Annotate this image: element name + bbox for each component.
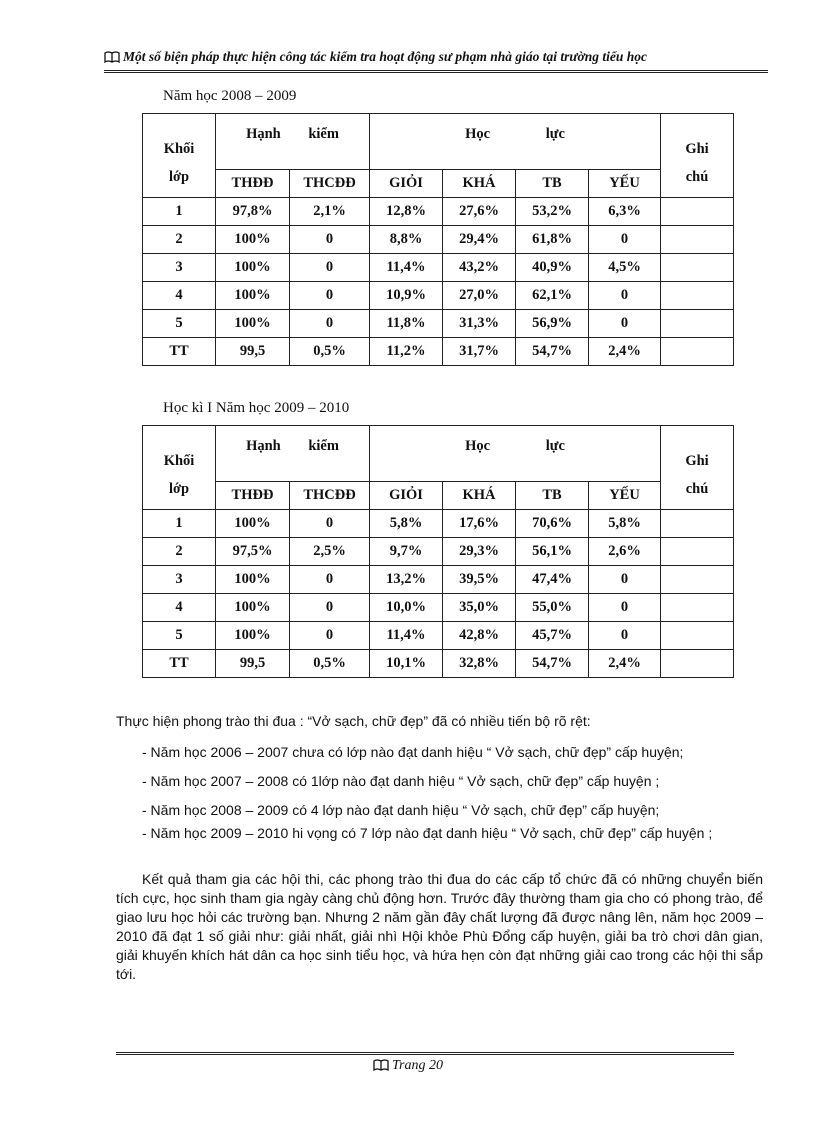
table-cell: 100% [216, 254, 290, 282]
table-cell: 5,8% [370, 510, 443, 538]
table1-header-note-line1: Ghi [685, 140, 709, 157]
table-cell: 62,1% [516, 282, 589, 310]
table-cell: 0 [589, 282, 661, 310]
table-cell: 40,9% [516, 254, 589, 282]
table-cell [661, 566, 734, 594]
table-cell: 2,4% [589, 338, 661, 366]
table-cell: 27,6% [443, 198, 516, 226]
table-cell: 47,4% [516, 566, 589, 594]
table-cell: 27,0% [443, 282, 516, 310]
table1-header-note [661, 114, 734, 198]
table1-header-khoi-line1: Khối [163, 140, 195, 157]
table-row [143, 622, 734, 650]
table-cell [661, 226, 734, 254]
table-cell: 0 [290, 254, 370, 282]
table-cell: 11,4% [370, 622, 443, 650]
table1-header-khoi [143, 114, 216, 198]
header-rule [104, 70, 768, 73]
table-cell: 0 [589, 594, 661, 622]
table-cell: 97,8% [216, 198, 290, 226]
table-cell: 11,2% [370, 338, 443, 366]
table-cell: TT [143, 338, 216, 366]
table-row [143, 594, 734, 622]
table-cell: 70,6% [516, 510, 589, 538]
footer-rule [116, 1052, 734, 1055]
table-cell: 100% [216, 566, 290, 594]
table-cell: 56,9% [516, 310, 589, 338]
table-cell: 0 [290, 622, 370, 650]
table1-subheader: GIỎI [370, 170, 443, 198]
table-cell: 100% [216, 310, 290, 338]
table1-header-note-line2: chú [685, 168, 709, 185]
table-cell: 0 [290, 282, 370, 310]
table-cell: 42,8% [443, 622, 516, 650]
table-cell: 9,7% [370, 538, 443, 566]
list-item: - Năm học 2006 – 2007 chưa có lớp nào đạt danh hiệu “ Vở sạch, chữ đẹp” cấp huyện; [142, 744, 684, 760]
table-cell: 17,6% [443, 510, 516, 538]
table-cell: 100% [216, 594, 290, 622]
table1-subheader: TB [516, 170, 589, 198]
table1-subheader: KHÁ [443, 170, 516, 198]
table-row [143, 310, 734, 338]
table-cell: 56,1% [516, 538, 589, 566]
table2-header-khoi [143, 426, 216, 510]
table-cell: 45,7% [516, 622, 589, 650]
intro-paragraph: Thực hiện phong trào thi đua : “Vở sạch, chữ đẹp” đã có nhiều tiến bộ rõ rệt: [116, 713, 591, 729]
table-cell: 0 [290, 510, 370, 538]
table-cell [661, 254, 734, 282]
table-cell: 8,8% [370, 226, 443, 254]
table-cell: 13,2% [370, 566, 443, 594]
table2-subheader: THCĐĐ [290, 482, 370, 510]
table-cell: 29,4% [443, 226, 516, 254]
table1-body [143, 198, 734, 366]
running-header [104, 49, 768, 67]
table1-subheader: THCĐĐ [290, 170, 370, 198]
table-cell: 1 [143, 510, 216, 538]
table-row [143, 566, 734, 594]
table2-header-academic: Học lực [370, 426, 661, 482]
table-cell [661, 510, 734, 538]
book-icon [373, 1059, 389, 1076]
table2-subheader: YẾU [589, 482, 661, 510]
header-title: Một số biện pháp thực hiện công tác kiểm tra hoạt động sư phạm nhà giáo tại trường tiểu học [123, 49, 647, 64]
table-cell: 97,5% [216, 538, 290, 566]
table-cell: 0 [589, 310, 661, 338]
table2-header-note-line2: chú [685, 480, 709, 497]
list-item: - Năm học 2009 – 2010 hi vọng có 7 lớp nào đạt danh hiệu “ Vở sạch, chữ đẹp” cấp huyện ; [142, 825, 713, 841]
table-cell: 0 [589, 566, 661, 594]
table2-body [143, 510, 734, 678]
table-cell: 2,5% [290, 538, 370, 566]
table-cell: 11,8% [370, 310, 443, 338]
book-icon [104, 51, 120, 67]
table-cell: 35,0% [443, 594, 516, 622]
table2-caption: Học kì I Năm học 2009 – 2010 [163, 400, 350, 416]
conclusion-paragraph: Kết quả tham gia các hội thi, các phong trào thi đua do các cấp tổ chức đã có những chuyển biến tích cực, học sinh tham gia ngày càng chủ động hơn. Trước đây thường tham gia cho có phong trào, để giao lưu học hỏi các trường bạn. Nhưng 2 năm gần đây chất lượng đã được nâng lên, năm học 2009 – 2010 đã đạt 1 số giải như: giải nhất, giải nhì Hội khỏe Phù Đổng cấp huyện, giải ba trò chơi dân gian, giải khuyến khích hát dân ca học sinh tiểu học, và hứa hẹn còn đạt những giải cao trong các hội thi sắp tới. [116, 871, 763, 982]
table2-header-conduct: Hạnh kiểm [216, 426, 370, 482]
table-cell: 5,8% [589, 510, 661, 538]
table-row [143, 226, 734, 254]
table-cell: 99,5 [216, 338, 290, 366]
table2 [142, 425, 734, 678]
table-cell [661, 650, 734, 678]
table2-subheader: KHÁ [443, 482, 516, 510]
table2-subheader: THĐĐ [216, 482, 290, 510]
table-cell: 31,7% [443, 338, 516, 366]
table-cell: 43,2% [443, 254, 516, 282]
table-cell: 2,4% [589, 650, 661, 678]
table-cell: 2 [143, 226, 216, 254]
table-cell [661, 538, 734, 566]
table-cell: 100% [216, 622, 290, 650]
table-cell: 29,3% [443, 538, 516, 566]
table-cell: 2 [143, 538, 216, 566]
list-item: - Năm học 2008 – 2009 có 4 lớp nào đạt danh hiệu “ Vở sạch, chữ đẹp” cấp huyện; [142, 802, 660, 818]
table1-header-conduct: Hạnh kiểm [216, 114, 370, 170]
table-cell: 39,5% [443, 566, 516, 594]
table-cell: 0,5% [290, 650, 370, 678]
table-cell: 5 [143, 622, 216, 650]
table-cell: 54,7% [516, 650, 589, 678]
table-cell: 3 [143, 254, 216, 282]
table-cell: 32,8% [443, 650, 516, 678]
table-row [143, 254, 734, 282]
table2-header-khoi-line1: Khối [163, 452, 195, 469]
table-cell: 5 [143, 310, 216, 338]
table-cell: 53,2% [516, 198, 589, 226]
table-cell [661, 594, 734, 622]
table-cell: 99,5 [216, 650, 290, 678]
table-cell: 11,4% [370, 254, 443, 282]
table-cell: 10,9% [370, 282, 443, 310]
table-row [143, 338, 734, 366]
table-row [143, 282, 734, 310]
table-row [143, 650, 734, 678]
list-item: - Năm học 2007 – 2008 có 1lớp nào đạt danh hiệu “ Vở sạch, chữ đẹp” cấp huyện ; [142, 773, 660, 789]
table-row [143, 198, 734, 226]
table1 [142, 113, 734, 366]
table-row [143, 510, 734, 538]
table-cell: 100% [216, 510, 290, 538]
page-footer [0, 1058, 816, 1076]
table1-subheader: YẾU [589, 170, 661, 198]
table2-subheader: TB [516, 482, 589, 510]
table-cell: 55,0% [516, 594, 589, 622]
table-cell: 0 [290, 226, 370, 254]
table-row [143, 538, 734, 566]
table-cell: 4 [143, 594, 216, 622]
table-cell: 10,1% [370, 650, 443, 678]
table-cell: 0 [290, 566, 370, 594]
table-cell: 6,3% [589, 198, 661, 226]
table-cell: 3 [143, 566, 216, 594]
table-cell: 100% [216, 226, 290, 254]
table-cell: 0 [589, 622, 661, 650]
table-cell: 10,0% [370, 594, 443, 622]
table-cell [661, 310, 734, 338]
table-cell: 12,8% [370, 198, 443, 226]
table-cell: 100% [216, 282, 290, 310]
table-cell: 0 [290, 310, 370, 338]
table-cell: 0 [290, 594, 370, 622]
table-cell [661, 198, 734, 226]
table2-header-khoi-line2: lớp [168, 480, 190, 497]
table2-subheader: GIỎI [370, 482, 443, 510]
table1-header-khoi-line2: lớp [168, 168, 190, 185]
table-cell: 4,5% [589, 254, 661, 282]
table-cell: 31,3% [443, 310, 516, 338]
table2-header-note [661, 426, 734, 510]
table-cell: 0,5% [290, 338, 370, 366]
table-cell [661, 622, 734, 650]
table1-header-academic: Học lực [370, 114, 661, 170]
table-cell: 4 [143, 282, 216, 310]
table-cell: 2,6% [589, 538, 661, 566]
table-cell: 61,8% [516, 226, 589, 254]
table-cell [661, 338, 734, 366]
table-cell: TT [143, 650, 216, 678]
table-cell: 1 [143, 198, 216, 226]
table-cell: 2,1% [290, 198, 370, 226]
table-cell: 54,7% [516, 338, 589, 366]
table2-header-note-line1: Ghi [685, 452, 709, 469]
table-cell [661, 282, 734, 310]
table1-caption: Năm học 2008 – 2009 [163, 88, 297, 104]
table1-subheader: THĐĐ [216, 170, 290, 198]
page-number: Trang 20 [392, 1058, 443, 1073]
table-cell: 0 [589, 226, 661, 254]
